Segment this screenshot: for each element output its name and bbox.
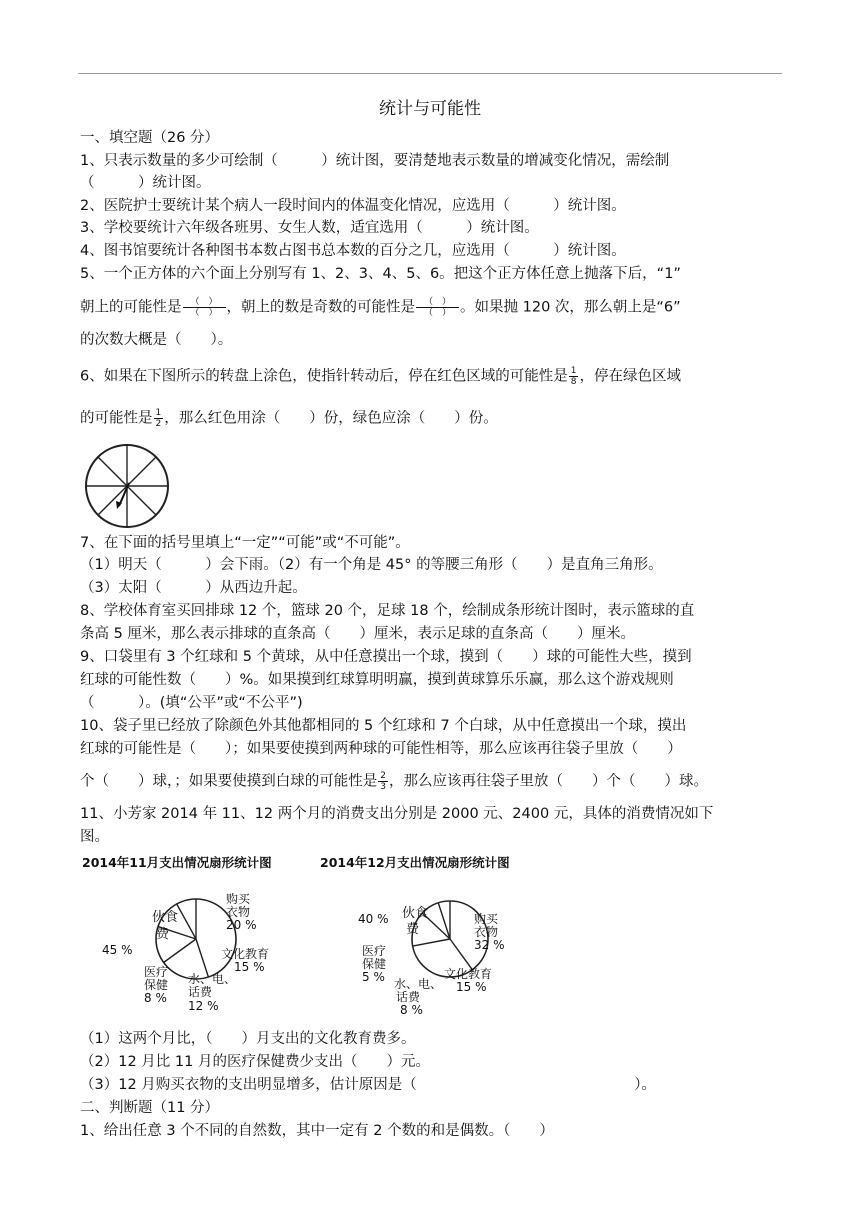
dec-pct-edu: 15 % (456, 980, 487, 994)
judge-1: 1、给出任意 3 个不同的自然数，其中一定有 2 个数的和是偶数。（ ） (80, 1123, 554, 1139)
q7-1-2: （1）明天（ ）会下雨。（2）有一个角是 45° 的等腰三角形（ ）是直角三角形。 (80, 557, 663, 573)
q6-text-d: ，那么红色用涂（ ）份，绿色应涂（ ）份。 (164, 410, 498, 427)
dec-label-water-1: 水、电、 (394, 977, 443, 991)
q7-3: （3）太阳（ ）从西边升起。 (80, 580, 307, 596)
q8-line1: 8、学校体育室买回排球 12 个，篮球 20 个，足球 18 个，绘制成条形统计图时，表示篮球的直 (80, 603, 695, 619)
dec-label-food-2: 费 (406, 922, 420, 937)
dec-label-med-2: 保健 (362, 957, 387, 971)
dec-pct-clothes: 32 % (474, 938, 505, 952)
q1-line1: 1、只表示数量的多少可绘制（ ）统计图，要清楚地表示数量的增减变化情况，需绘制 (80, 153, 670, 169)
header-rule (78, 73, 782, 74)
q9-line2: 红球的可能性数（ ）%。如果摸到红球算明明赢，摸到黄球算乐乐赢，那么这个游戏规则 (80, 672, 674, 688)
dec-label-food-1: 伙食 (402, 906, 429, 921)
q8-line2: 条高 5 厘米，那么表示排球的直条高（ ）厘米，表示足球的直条高（ ）厘米。 (80, 626, 635, 642)
q11-line1: 11、小芳家 2014 年 11、12 两个月的消费支出分别是 2000 元、2400 元，具体的消费情况如下 (80, 806, 714, 822)
q5-text-c: 。如果抛 120 次，那么朝上是“6” (460, 299, 681, 316)
dec-slice-1-boundary (450, 939, 472, 970)
q5-text-b: ，朝上的数是奇数的可能性是 (226, 299, 416, 316)
q5-line3: 的次数大概是（ ）。 (80, 332, 233, 348)
q10-line3 (80, 771, 708, 792)
nov-label-food-1: 伙食 (152, 910, 179, 925)
q10-text-b: ，那么应该再往袋子里放（ ）个（ ）球。 (388, 773, 708, 790)
section-true-false: 二、判断题（11 分） (80, 1100, 220, 1116)
spinner-diagram (84, 443, 174, 533)
q5-fraction-blank-1: $\frac{( )}{( )}$ (183, 297, 226, 318)
dec-label-clothes-2: 衣物 (474, 925, 499, 939)
q5-line2 (80, 297, 681, 318)
q1-line2: （ ）统计图。 (80, 175, 211, 191)
q5-fraction-blank-2: $\frac{( )}{( )}$ (416, 297, 459, 318)
nov-label-clothes-2: 衣物 (226, 905, 251, 919)
dec-slice-2-boundary (413, 939, 450, 946)
dec-pct-med: 5 % (362, 970, 385, 984)
section-fill-blank: 一、填空题（26 分） (80, 130, 220, 146)
nov-label-med-2: 保健 (144, 978, 169, 992)
pie-charts-figure (76, 850, 556, 1026)
q6-line2 (80, 408, 498, 429)
q11-sub1: （1）这两个月比，（ ）月支出的文化教育费多。 (80, 1031, 416, 1047)
q11-line2: 图。 (80, 829, 109, 845)
q7: 7、在下面的括号里填上“一定”“可能”或“不可能”。 (80, 535, 410, 551)
q6-text-a: 6、如果在下图所示的转盘上涂色，使指针转动后，停在红色区域的可能性是 (80, 368, 568, 385)
dec-label-water-2: 话费 (396, 990, 421, 1004)
nov-label-edu: 文化教育 (221, 947, 270, 961)
q4: 4、图书馆要统计各种图书本数占图书总本数的百分之几，应选用（ ）统计图。 (80, 243, 626, 259)
nov-pct-water: 12 % (188, 999, 219, 1013)
q6-text-c: 的可能性是 (80, 410, 153, 427)
nov-pct-food: 45 % (102, 943, 133, 957)
dec-label-med-1: 医疗 (362, 944, 387, 958)
q5-text-a: 朝上的可能性是 (80, 299, 182, 316)
chart-nov-title: 2014年11月支出情况扇形统计图 (82, 855, 272, 870)
q11-sub2: （2）12 月比 11 月的医疗保健费少支出（ ）元。 (80, 1054, 430, 1070)
q10-line1: 10、袋子里已经放了除颜色外其他都相同的 5 个红球和 7 个白球，从中任意摸出一个球，摸出 (80, 718, 687, 734)
nov-pct-clothes: 20 % (226, 918, 257, 932)
page-title: 统计与可能性 (379, 99, 481, 119)
q10-line2: 红球的可能性是（ ）；如果要使摸到两种球的可能性相等，那么应该再往袋子里放（ ） (80, 741, 682, 757)
q6-fraction-1-2: $\frac{1}{2}$ (155, 408, 162, 429)
q5-line1: 5、一个正方体的六个面上分别写有 1、2、3、4、5、6。把这个正方体任意上抛落下后，“1” (80, 266, 681, 282)
q6-text-b: ，停在绿色区域 (579, 368, 681, 385)
q11-sub3: （3）12 月购买衣物的支出明显增多，估计原因是（ ）。 (80, 1077, 657, 1093)
q2: 2、医院护士要统计某个病人一段时间内的体温变化情况，应选用（ ）统计图。 (80, 198, 626, 214)
nov-label-clothes-1: 购买 (226, 892, 251, 906)
q6-line1 (80, 366, 681, 387)
nov-pct-edu: 15 % (234, 960, 265, 974)
nov-label-water-2: 话费 (188, 985, 213, 999)
nov-pct-med: 8 % (144, 991, 167, 1005)
dec-label-clothes-1: 购买 (474, 912, 499, 926)
q10-fraction-2-3: $\frac{2}{3}$ (380, 771, 386, 792)
nov-label-food-2: 费 (156, 927, 170, 942)
nov-slice-2-boundary (164, 939, 196, 963)
q9-line3: （ ）。(填“公平”或“不公平”) (80, 695, 303, 711)
nov-label-water-1: 水、电、 (188, 972, 237, 986)
q10-text-a: 个（ ）球，；如果要使摸到白球的可能性是 (80, 773, 378, 790)
q9-line1: 9、口袋里有 3 个红球和 5 个黄球，从中任意摸出一个球，摸到（ ）球的可能性大些，摸到 (80, 649, 692, 665)
chart-dec-title: 2014年12月支出情况扇形统计图 (320, 855, 510, 870)
dec-label-edu: 文化教育 (444, 967, 493, 981)
nov-label-med-1: 医疗 (144, 965, 169, 979)
dec-pct-water: 8 % (400, 1003, 423, 1017)
dec-pct-food: 40 % (358, 912, 389, 926)
q3: 3、学校要统计六年级各班男、女生人数，适宜选用（ ）统计图。 (80, 220, 539, 236)
q6-fraction-1-8: $\frac{1}{8}$ (570, 366, 577, 387)
